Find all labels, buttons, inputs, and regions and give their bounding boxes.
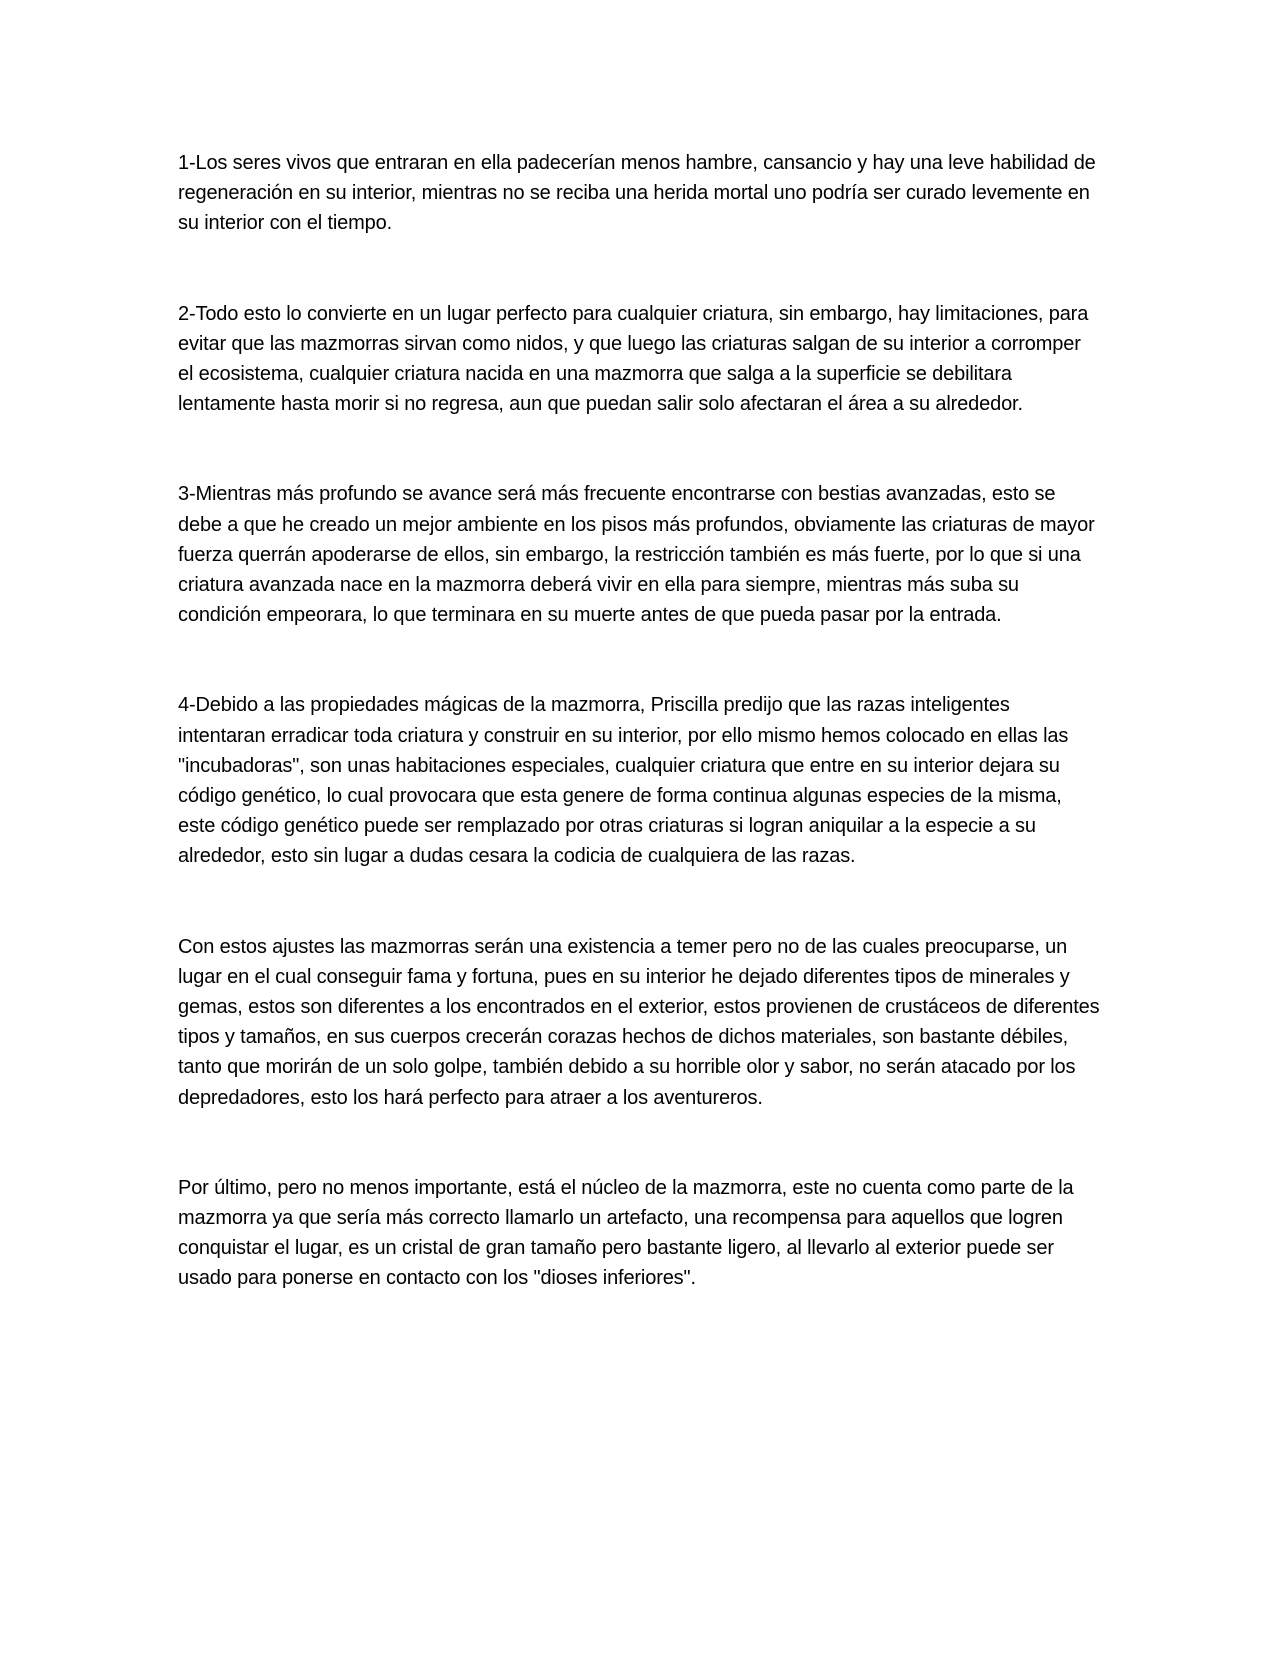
paragraph-6: Por último, pero no menos importante, está el núcleo de la mazmorra, este no cuenta como parte de la mazmorra ya que sería más correcto llamarlo un artefacto, una recompensa para aquellos que logren conquistar el lugar, es un cristal de gran tamaño pero bastante ligero, al llevarlo al exterior puede ser usado para ponerse en contacto con los "dioses inferiores". — [178, 1176, 1074, 1290]
paragraph-3: 3-Mientras más profundo se avance será más frecuente encontrarse con bestias avanzadas, esto se debe a que he creado un mejor ambiente en los pisos más profundos, obviamente las criaturas de mayor fuerza querrán apoderarse de ellos, sin embargo, la restricción también es más fuerte, por lo que si una criatura avanzada nace en la mazmorra deberá vivir en ella para siempre, mientras más suba su condición empeorara, lo que terminara en su muerte antes de que pueda pasar por la entrada. — [178, 483, 1095, 627]
document-body — [178, 148, 1100, 1294]
paragraph-2: 2-Todo esto lo convierte en un lugar perfecto para cualquier criatura, sin embargo, hay limitaciones, para evitar que las mazmorras sirvan como nidos, y que luego las criaturas salgan de su interior a corromper el ecosistema, cualquier criatura nacida en una mazmorra que salga a la superficie se debilitara lentamente hasta morir si no regresa, aun que puedan salir solo afectaran el área a su alrededor. — [178, 302, 1089, 416]
paragraph-1: 1-Los seres vivos que entraran en ella padecerían menos hambre, cansancio y hay una leve habilidad de regeneración en su interior, mientras no se reciba una herida mortal uno podría ser curado levemente en su interior con el tiempo. — [178, 152, 1096, 235]
paragraph-5: Con estos ajustes las mazmorras serán una existencia a temer pero no de las cuales preocuparse, un lugar en el cual conseguir fama y fortuna, pues en su interior he dejado diferentes tipos de minerales y gemas, estos son diferentes a los encontrados en el exterior, estos provienen de crustáceos de diferentes tipos y tamaños, en sus cuerpos crecerán corazas hechos de dichos materiales, son bastante débiles, tanto que morirán de un solo golpe, también debido a su horrible olor y sabor, no serán atacado por los depredadores, esto los hará perfecto para atraer a los aventureros. — [178, 935, 1100, 1109]
paragraph-4: 4-Debido a las propiedades mágicas de la mazmorra, Priscilla predijo que las razas inteligentes intentaran erradicar toda criatura y construir en su interior, por ello mismo hemos colocado en ellas las "incubadoras", son unas habitaciones especiales, cualquier criatura que entre en su interior dejara su código genético, lo cual provocara que esta genere de forma continua algunas especies de la misma, este código genético puede ser remplazado por otras criaturas si logran aniquilar a la especie a su alrededor, esto sin lugar a dudas cesara la codicia de cualquiera de las razas. — [178, 694, 1069, 868]
